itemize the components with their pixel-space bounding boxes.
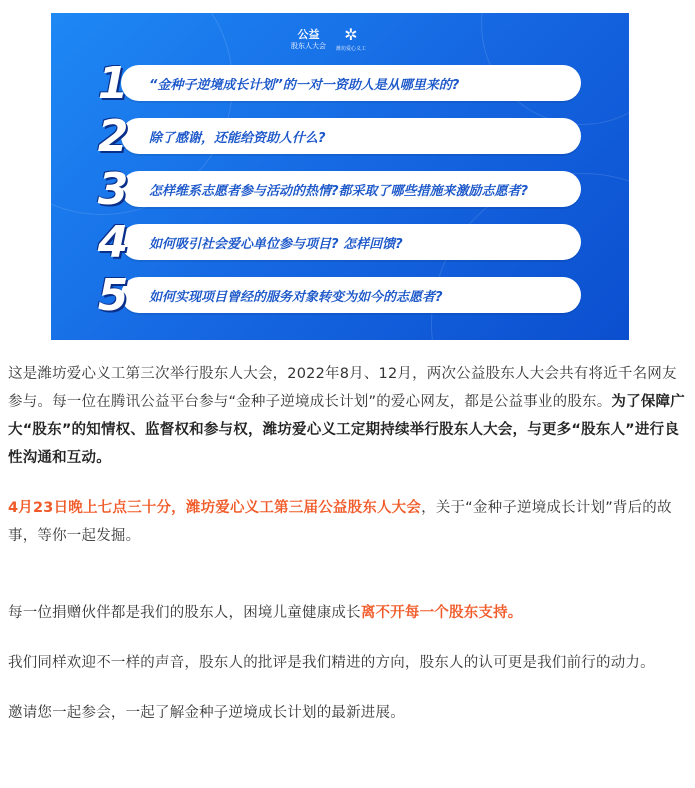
question-number: 1 xyxy=(97,58,129,109)
volunteer-logo: ✲ 潍坊爱心义工 xyxy=(336,24,367,52)
donor-highlight: 离不开每一个股东支持。 xyxy=(360,605,523,621)
question-pill xyxy=(121,65,581,101)
header-banner-image xyxy=(51,13,629,340)
feedback-paragraph: 我们同样欢迎不一样的声音，股东人的批评是我们精进的方向，股东人的认可更是我们前行的动力。 xyxy=(8,655,655,671)
question-number: 5 xyxy=(97,270,129,321)
question-item xyxy=(81,270,621,326)
question-number: 4 xyxy=(97,217,129,268)
question-pill xyxy=(121,277,581,313)
question-item xyxy=(81,111,621,167)
question-text: 除了感谢，还能给资助人什么? xyxy=(149,130,326,146)
question-item xyxy=(81,164,621,220)
question-list xyxy=(81,58,621,326)
question-pill xyxy=(121,224,581,260)
public-welfare-logo: 公益 股东人大会 xyxy=(291,27,326,50)
banner-logos xyxy=(291,21,366,57)
question-text: 如何吸引社会爱心单位参与项目? 怎样回馈? xyxy=(149,236,403,252)
question-item xyxy=(81,58,621,114)
donor-paragraph: 每一位捐赠伙伴都是我们的股东人，困境儿童健康成长离不开每一个股东支持。 xyxy=(8,605,523,621)
invite-paragraph: 邀请您一起参会，一起了解金种子逆境成长计划的最新进展。 xyxy=(8,705,405,721)
question-item xyxy=(81,217,621,273)
intro-paragraph: 这是潍坊爱心义工第三次举行股东人大会，2022年8月、12月，两次公益股东人大会共有将近千名网友参与。每一位在腾讯公益平台参与“金种子逆境成长计划”的爱心网友，都是公益事业的股东。为了保障广大“股东”的知情权、监督权和参与权，潍坊爱心义工定期持续举行股东人大会，与更多“股东人”进行良性沟通和互动。 xyxy=(8,366,685,466)
question-text: 如何实现项目曾经的服务对象转变为如今的志愿者? xyxy=(149,289,443,305)
question-text: 怎样维系志愿者参与活动的热情?都采取了哪些措施来激励志愿者? xyxy=(149,183,529,199)
volunteer-mark-icon: ✲ xyxy=(344,24,358,44)
question-pill xyxy=(121,118,581,154)
question-number: 3 xyxy=(97,164,129,215)
article-body xyxy=(8,360,687,727)
event-highlight: 4月23日晚上七点三十分，潍坊爱心义工第三届公益股东人大会 xyxy=(8,500,422,516)
question-text: “金种子逆境成长计划”的一对一资助人是从哪里来的? xyxy=(149,77,460,93)
event-paragraph: 4月23日晚上七点三十分，潍坊爱心义工第三届公益股东人大会，关于“金种子逆境成长计划”背后的故事，等你一起发掘。 xyxy=(8,500,672,544)
question-number: 2 xyxy=(97,111,129,162)
question-pill xyxy=(121,171,581,207)
